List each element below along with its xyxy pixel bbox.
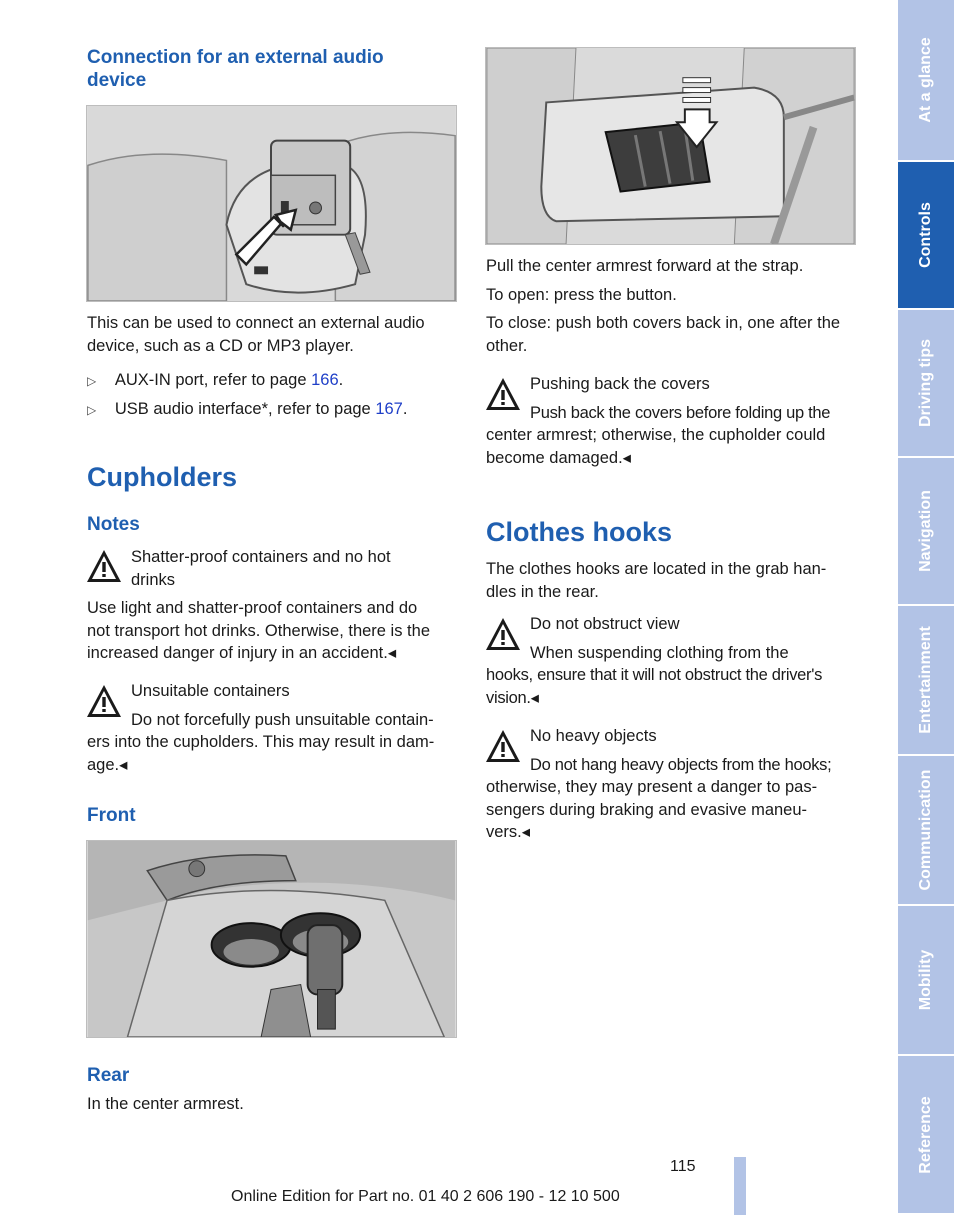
tab-entertainment[interactable]: [898, 606, 954, 756]
to-open-text: To open: press the button.: [486, 286, 677, 304]
paragraph-line: dles in the rear.: [486, 582, 599, 601]
warning-icon: [485, 377, 521, 416]
tab-communication[interactable]: [898, 756, 954, 906]
warning-body-line: ers into the cupholders. This may result in dam‐: [87, 733, 435, 751]
warning-title-line: Shatter-proof containers and no hot: [131, 548, 391, 566]
warning-body: [87, 597, 430, 665]
bullet-triangle-icon: ▷: [87, 374, 97, 388]
to-close-text: [486, 312, 840, 357]
paragraph-line: device, such as a CD or MP3 player.: [87, 336, 354, 355]
warning-body: [486, 424, 825, 469]
front-cupholder-image: [86, 840, 457, 1038]
ext-audio-heading-line: device: [87, 70, 147, 91]
warning-body-first-line: When suspending clothing from the: [530, 644, 789, 662]
tab-label: At a glance: [917, 37, 934, 123]
tab-mobility[interactable]: [898, 906, 954, 1056]
clothes-hooks-heading: Clothes hooks: [486, 517, 673, 547]
warning-body-line: vision.◂: [486, 688, 539, 707]
page-link-166[interactable]: 166: [311, 371, 339, 389]
front-heading: Front: [87, 805, 136, 826]
rear-armrest-image: [485, 47, 856, 245]
paragraph-line: other.: [486, 336, 528, 355]
tab-controls[interactable]: [898, 162, 954, 310]
bullet-triangle-icon: ▷: [87, 403, 97, 417]
warning-icon: [86, 684, 122, 723]
bullet-text: AUX-IN port, refer to page: [114, 371, 312, 389]
edition-footer: Online Edition for Part no. 01 40 2 606 190 - 12 10 500: [231, 1188, 620, 1205]
paragraph-line: This can be used to connect an external audio: [87, 314, 425, 332]
tab-reference[interactable]: [898, 1056, 954, 1215]
warning-icon: [86, 549, 122, 588]
paragraph-line: The clothes hooks are located in the grab han‐: [486, 560, 827, 578]
tab-label: Reference: [917, 1095, 934, 1174]
clothes-hooks-paragraph: [486, 558, 826, 603]
period: .: [338, 371, 344, 389]
warning-body-line: increased danger of injury in an accident.◂: [87, 644, 397, 662]
warning-body-line: hooks, ensure that it will not obstruct the driver's: [486, 666, 823, 684]
page-number: 115: [670, 1158, 696, 1175]
warning-body-line: age.◂: [87, 755, 128, 774]
tab-at-a-glance[interactable]: [898, 0, 954, 162]
tab-label: Controls: [917, 202, 934, 268]
warning-body-line: Use light and shatter-proof containers and do: [87, 599, 418, 617]
warning-body: [486, 776, 817, 844]
warning-title: Do not obstruct view: [530, 615, 680, 633]
bullet-text: USB audio interface*, refer to page: [114, 400, 376, 418]
tab-label: Communication: [917, 769, 934, 891]
warning-body-first-line: Do not forcefully push unsuitable contain‐: [131, 711, 434, 729]
ext-audio-heading-line: Connection for an external audio: [87, 47, 384, 68]
warning-title: Unsuitable containers: [131, 682, 290, 700]
tab-label: Navigation: [917, 490, 934, 572]
warning-body-line: otherwise, they may present a danger to pas‐: [486, 778, 818, 796]
ext-audio-paragraph: [87, 312, 425, 357]
warning-icon: [485, 617, 521, 656]
rear-text: In the center armrest.: [87, 1095, 244, 1113]
tab-label: Entertainment: [917, 626, 934, 734]
warning-title-line: drinks: [131, 570, 176, 589]
bullet-aux-in: [87, 369, 343, 393]
warning-title: No heavy objects: [530, 727, 657, 745]
ext-audio-heading: [87, 46, 384, 92]
page-number-bar: [734, 1157, 746, 1215]
warning-body-line: vers.◂: [486, 823, 531, 841]
warning-body-line: center armrest; otherwise, the cupholder could: [486, 426, 826, 444]
bullet-usb-audio: [87, 398, 407, 422]
warning-body-line: sengers during braking and evasive maneu‐: [486, 800, 808, 819]
notes-heading: Notes: [87, 514, 140, 535]
aux-port-image: [86, 105, 457, 302]
page-link-167[interactable]: 167: [375, 400, 403, 418]
tab-label: Mobility: [917, 949, 934, 1011]
warning-title: [131, 546, 391, 591]
period: .: [402, 400, 408, 418]
tab-navigation[interactable]: [898, 458, 954, 606]
warning-icon: [485, 729, 521, 768]
pull-armrest-text: Pull the center armrest forward at the strap.: [486, 257, 804, 275]
rear-heading: Rear: [87, 1065, 130, 1086]
warning-body: [486, 664, 822, 709]
warning-body: [87, 731, 434, 776]
tab-label: Driving tips: [917, 338, 934, 428]
warning-title: Pushing back the covers: [530, 375, 710, 393]
warning-body-line: become damaged.◂: [486, 448, 631, 467]
warning-body-first-line: Do not hang heavy objects from the hooks;: [530, 756, 832, 774]
tab-driving-tips[interactable]: [898, 310, 954, 458]
paragraph-line: To close: push both covers back in, one after the: [486, 314, 841, 332]
warning-body-line: not transport hot drinks. Otherwise, there is the: [87, 621, 430, 640]
cupholders-heading: Cupholders: [87, 462, 238, 492]
warning-body-first-line: Push back the covers before folding up the: [530, 404, 831, 422]
